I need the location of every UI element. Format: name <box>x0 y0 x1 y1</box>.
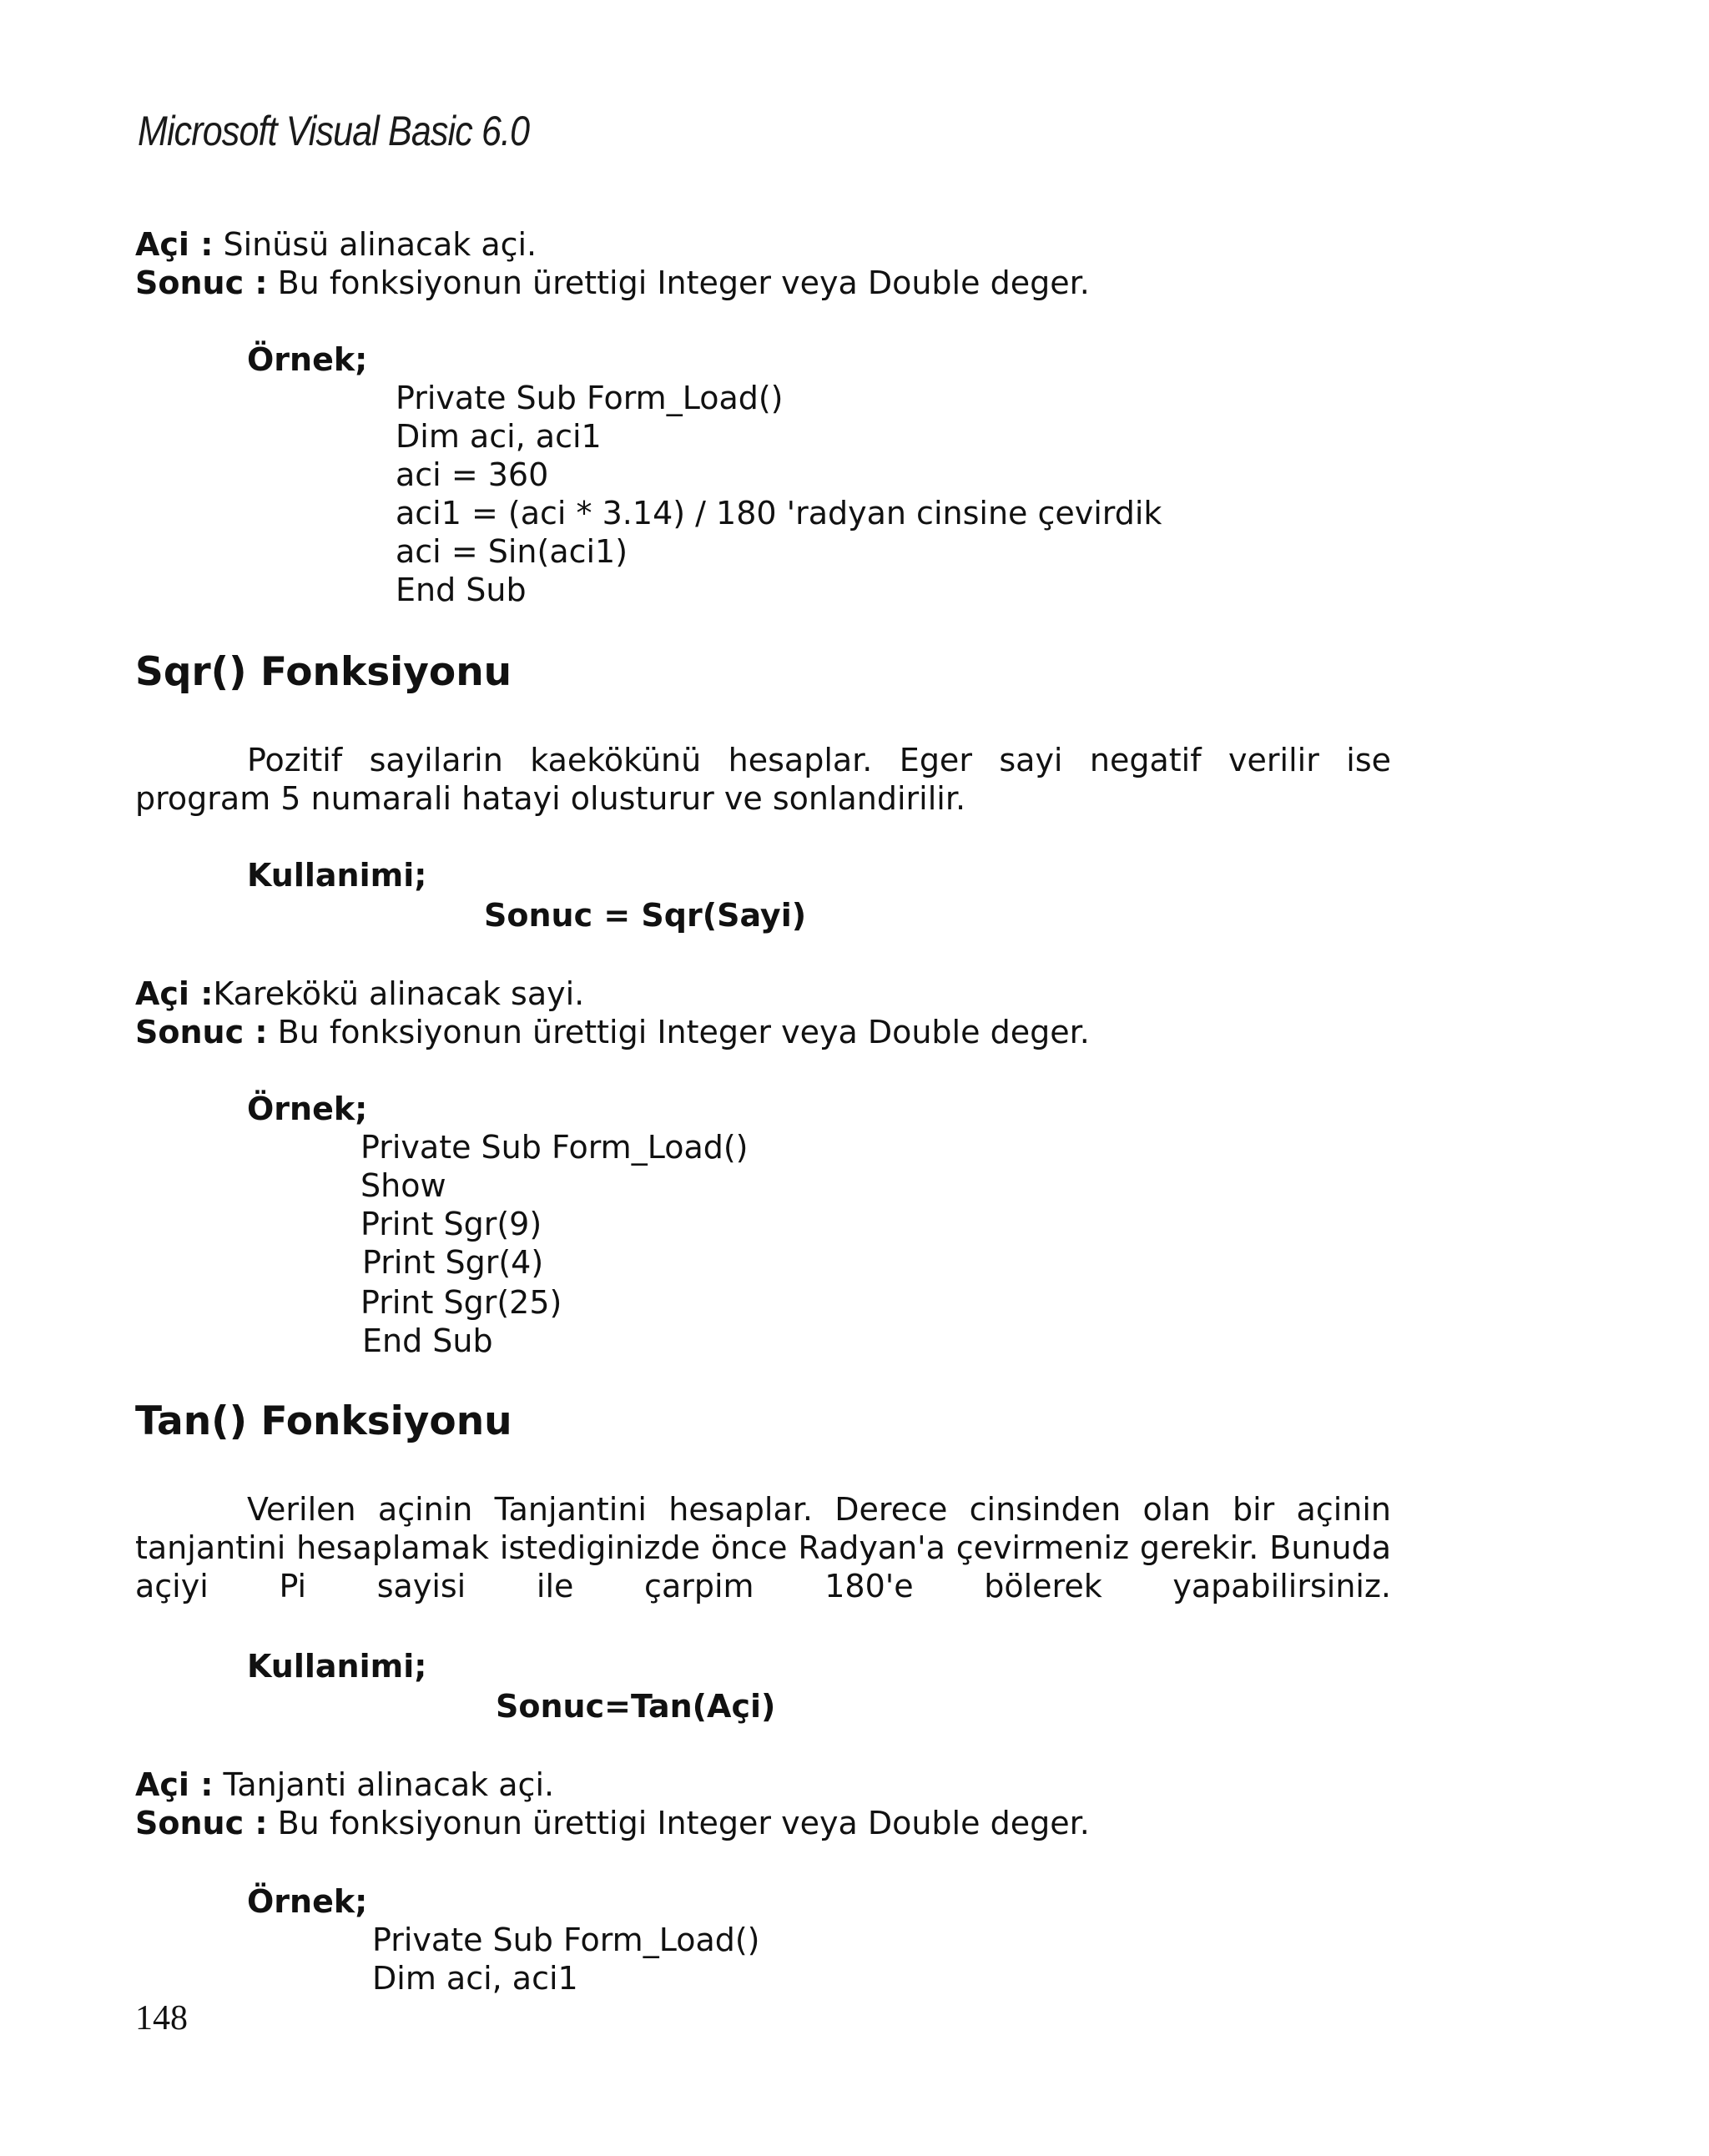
sqr-usage-syntax: Sonuc = Sqr(Sayi) <box>484 897 807 934</box>
sqr-desc-line2: program 5 numarali hatayi olusturur ve sonlandirilir. <box>135 780 966 817</box>
sqr-code-line: Show <box>360 1167 446 1204</box>
sqr-example-label: Örnek; <box>247 1091 368 1127</box>
running-header-title: Microsoft Visual Basic 6.0 <box>138 108 530 154</box>
sqr-code-line: Private Sub Form_Load() <box>360 1129 749 1166</box>
tan-param-label: Açi : <box>135 1766 214 1803</box>
tan-desc-line1: Verilen açinin Tanjantini hesaplar. Derece cinsinden olan bir açinin <box>247 1491 1391 1528</box>
tan-usage-syntax: Sonuc=Tan(Açi) <box>496 1688 776 1725</box>
sqr-desc-line1: Pozitif sayilarin kaekökünü hesaplar. Eger sayi negatif verilir ise <box>247 742 1391 778</box>
tan-section-heading: Tan() Fonksiyonu <box>135 1398 512 1444</box>
tan-param-line <box>135 1766 554 1804</box>
sqr-result-line <box>135 1013 1090 1051</box>
sin-code-line: aci1 = (aci * 3.14) / 180 'radyan cinsine çevirdik <box>396 495 1162 531</box>
sqr-param-text: Karekökü alinacak sayi. <box>213 975 585 1012</box>
sin-code-line: Dim aci, aci1 <box>396 418 602 455</box>
sqr-result-text: Bu fonksiyonun ürettigi Integer veya Double deger. <box>267 1014 1090 1050</box>
sin-example-label: Örnek; <box>247 341 368 378</box>
sqr-code-line: End Sub <box>362 1322 493 1359</box>
tan-param-text: Tanjanti alinacak açi. <box>213 1766 555 1803</box>
tan-usage-label: Kullanimi; <box>247 1648 427 1685</box>
sin-code-line: End Sub <box>396 572 527 608</box>
tan-description <box>135 1490 1391 1605</box>
sin-code-line: aci = Sin(aci1) <box>396 533 628 570</box>
sqr-section-heading: Sqr() Fonksiyonu <box>135 649 512 695</box>
sqr-param-line <box>135 975 584 1013</box>
sqr-code-line: Print Sgr(25) <box>360 1284 562 1321</box>
page-number: 148 <box>135 1999 188 2038</box>
tan-result-label: Sonuc : <box>135 1805 268 1841</box>
tan-result-line <box>135 1804 1090 1842</box>
sqr-description <box>135 741 1391 818</box>
sqr-code-line: Print Sgr(4) <box>362 1244 544 1281</box>
sin-result-label: Sonuc : <box>135 264 268 301</box>
sqr-result-label: Sonuc : <box>135 1014 268 1050</box>
tan-result-text: Bu fonksiyonun ürettigi Integer veya Double deger. <box>267 1805 1090 1841</box>
sqr-param-label: Açi : <box>135 975 214 1012</box>
sin-code-line: Private Sub Form_Load() <box>396 380 784 416</box>
sqr-usage-label: Kullanimi; <box>247 857 427 894</box>
sin-result-line <box>135 264 1090 302</box>
sqr-code-line: Print Sgr(9) <box>360 1206 542 1242</box>
tan-example-label: Örnek; <box>247 1883 368 1920</box>
tan-desc-line2: tanjantini hesaplamak istediginizde önce Radyan'a çevirmeniz gerekir. Bunuda <box>135 1529 1391 1566</box>
tan-code-line: Private Sub Form_Load() <box>372 1922 760 1958</box>
sin-param-line <box>135 225 537 264</box>
sin-param-label: Açi : <box>135 226 214 263</box>
sin-result-text: Bu fonksiyonun ürettigi Integer veya Double deger. <box>267 264 1090 301</box>
sin-code-line: aci = 360 <box>396 456 549 493</box>
tan-code-line: Dim aci, aci1 <box>372 1960 578 1997</box>
tan-desc-line3: açiyi Pi sayisi ile çarpim 180'e bölerek yapabilirsiniz. <box>135 1568 1391 1604</box>
sin-param-text: Sinüsü alinacak açi. <box>213 226 537 263</box>
